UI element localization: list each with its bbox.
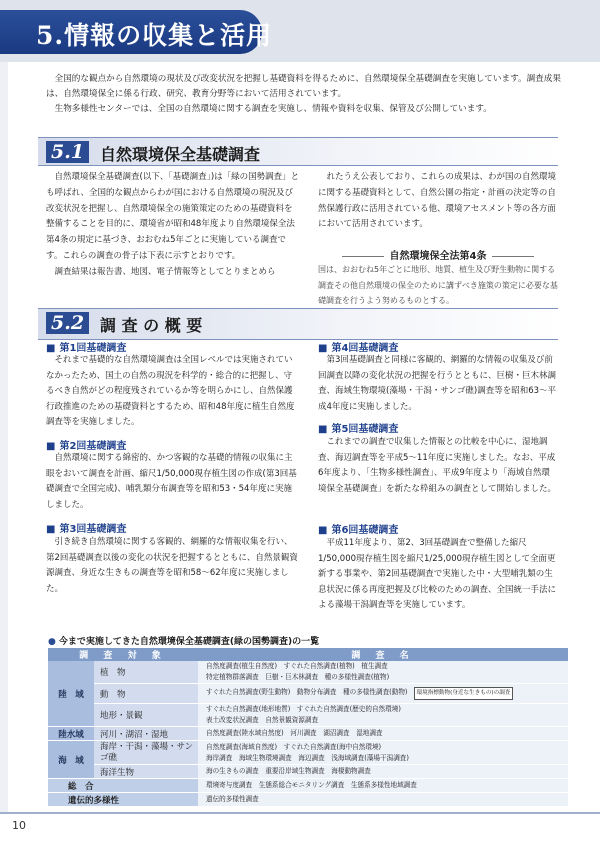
table-category: 陸水域	[48, 727, 94, 741]
page-number: 10	[12, 819, 26, 832]
table-header-row	[48, 648, 568, 661]
table-survey-names: 自然度調査(植生自然度) すぐれた自然調査(植物) 植生調査 特定植物群落調査 巨樹・巨木林調査 種の多様性調査(植物)	[198, 661, 568, 684]
table-row	[48, 779, 568, 793]
table-category: 陸 域	[48, 661, 94, 727]
law-title: 自然環境保全法第4条	[318, 247, 558, 262]
survey-5-heading: ■ 第5回基礎調査	[318, 420, 398, 435]
survey-4-text: 第3回基礎調査と同様に客観的、網羅的な情報の収集及び前回調査以降の変化状況の把握を行うとともに、巨樹・巨木林調査、海域生物環境(藻場・干潟・サンゴ礁)調査等を昭和63～平成4年度に実施しました。	[318, 355, 557, 412]
survey-5-text: これまでの調査で収集した情報との比較を中心に、湿地調査、海辺調査等を平成5～11年度に実施しました。なお、平成6年度より、「生物多様性調査」、平成9年度より「海域自然環境保全基礎調査」を新たな枠組みの調査として開始しました。	[318, 437, 557, 494]
table-survey-names: すぐれた自然調査(地形地質) すぐれた自然調査(歴史的自然環境) 表土改変状況調査 自然景観資源調査	[198, 704, 568, 727]
survey-2-heading: ■ 第2回基礎調査	[46, 437, 126, 452]
section-2-header	[38, 308, 558, 340]
section-1-header	[38, 137, 558, 166]
section-1-title: 自然環境保全基礎調査	[100, 145, 261, 164]
intro-paragraph-2: 生物多様性センターでは、全国の自然環境に関する調査を実施し、情報や資料を収集、保管及び公開しています。	[54, 104, 492, 114]
section-1-left-text: 自然環境保全基礎調査(以下、「基礎調査」)は「緑の国勢調査」とも呼ばれ、全国的な観点からわが国における自然環境の現況及び改変状況を把握し、自然環境保全の施策策定のための基礎資料を整備することを目的に、環境省が昭和48年度より自然環境保全法第4条の規定に基づき、おおむね5年ごとに実施している調査です。これらの調査の骨子は下表に示すとおりです。	[46, 172, 300, 261]
table-survey-names: 自然度調査(海域自然度) すぐれた自然調査(海中自然環境) 海岸調査 海域生物環境調査 海辺調査 浅海域調査(藻場干潟調査)	[198, 741, 568, 765]
intro-paragraph-1: 全国的な観点から自然環境の現状及び改変状況を把握し基礎資料を得るために、自然環境保全基礎調査を実施しています。調査成果は、自然環境保全に係る行政、研究、教育分野等において活用されています。	[46, 74, 561, 99]
table-survey-names: 自然度調査(陸水域自然度) 河川調査 湖沼調査 湿地調査	[198, 727, 568, 741]
table-survey-names: すぐれた自然調査(野生動物) 動物分布調査 種の多様性調査(動物) 環境指標動物(身近な生きもの)の調査	[198, 684, 568, 704]
survey-3-text: 引き続き自然環境に関する客観的、網羅的な情報収集を行い、第2回基礎調査以後の変化の状況を把握するとともに、自然景観資源調査、身近な生きもの調査等を昭和58～62年度に実施しました。	[46, 537, 298, 594]
table-row	[48, 727, 568, 741]
section-1-right-column	[318, 170, 558, 233]
table-survey-names: 環境寄与度調査 生態系総合モニタリング調査 生態系多様性地域調査	[198, 779, 568, 793]
survey-3-heading: ■ 第3回基礎調査	[46, 520, 126, 535]
section-1-left-column	[46, 170, 300, 281]
table-row	[48, 704, 568, 727]
table-header-name: 調 査 名	[198, 648, 568, 661]
section-1-right-text: れたうえ公表しており、これらの成果は、わが国の自然環境に関する基礎資料として、自然公園の指定・計画の決定等の自然保護行政に活用されている他、環境アセスメント等の各方面において活用されています。	[318, 172, 557, 230]
survey-1-text: それまで基礎的な自然環境調査は全国レベルでは実施されていなかったため、国土の自然の現況を科学的・総合的に把握し、守るべき自然がどの程度残されているか等を明らかにし、自然保護行政推進のための基礎資料とするため、昭和48年度に植生自然度調査等を実施しました。	[46, 355, 295, 427]
survey-1-heading: ■ 第1回基礎調査	[46, 339, 126, 354]
table-subcategory: 植 物	[94, 661, 198, 684]
table-subcategory: 海岸・干潟・藻場・サンゴ礁	[94, 741, 198, 765]
table-subcategory: 河川・湖沼・湿地	[94, 727, 198, 741]
survey-2-text: 自然環境に関する綿密的、かつ客観的な基礎的情報の収集に主眼をおいて調査を計画、縮尺1/50,000現存植生図の作成(第3回基礎調査で全国完成)、哺乳類分布調査等を昭和53・54年度に実施しました。	[46, 453, 297, 510]
section-2-number: 5.2	[46, 312, 89, 334]
table-subcategory: 動 物	[94, 684, 198, 704]
survey-6-text: 平成11年度より、第2、3回基礎調査で整備した縮尺1/50,000現存植生図を縮尺1/25,000現存植生図として全面更新する事業や、第2回基礎調査で実施した中・大型哺乳類の生息状況に係る再度把握及び比較のための調査、全国統一手法による藻場干潟調査等を実施しています。	[318, 538, 557, 610]
left-margin-bar	[0, 62, 8, 812]
table-row	[48, 765, 568, 779]
table-note: 環境指標動物(身近な生きもの)の調査	[414, 687, 514, 700]
table-caption: ● 今まで実施してきた自然環境保全基礎調査(緑の国勢調査)の一覧	[48, 634, 319, 647]
table-survey-names: 海の生きもの調査 重要沿岸域生物調査 海棲動物調査	[198, 765, 568, 779]
table-subcategory: 海洋生物	[94, 765, 198, 779]
survey-table	[48, 648, 568, 807]
section-1-left-text-2: 調査結果は報告書、地図、電子情報等としてとりまとめら	[54, 266, 276, 277]
footer-rule	[0, 812, 600, 814]
table-row	[48, 793, 568, 807]
table-row	[48, 741, 568, 765]
survey-6-heading: ■ 第6回基礎調査	[318, 521, 398, 536]
intro-text	[46, 72, 566, 117]
table-category-wide: 総 合	[48, 779, 198, 793]
table-category: 海 域	[48, 741, 94, 779]
table-category-wide: 遺伝的多様性	[48, 793, 198, 807]
table-survey-names: 遺伝的多様性調査	[198, 793, 568, 807]
section-1-number: 5.1	[46, 141, 89, 163]
table-row	[48, 684, 568, 704]
table-subcategory: 地形・景観	[94, 704, 198, 727]
survey-4-heading: ■ 第4回基礎調査	[318, 339, 398, 354]
section-2-title: 調 査 の 概 要	[100, 316, 203, 335]
table-header-target: 調 査 対 象	[48, 648, 198, 661]
chapter-title: 5.情報の収集と活用	[36, 21, 273, 50]
table-row	[48, 661, 568, 684]
law-text: 国は、おおむね5年ごとに地形、地質、植生及び野生動物に関する調査その他自然環境の保全のために講ずべき施策の策定に必要な基礎調査を行うよう努めるものとする。	[318, 265, 558, 305]
